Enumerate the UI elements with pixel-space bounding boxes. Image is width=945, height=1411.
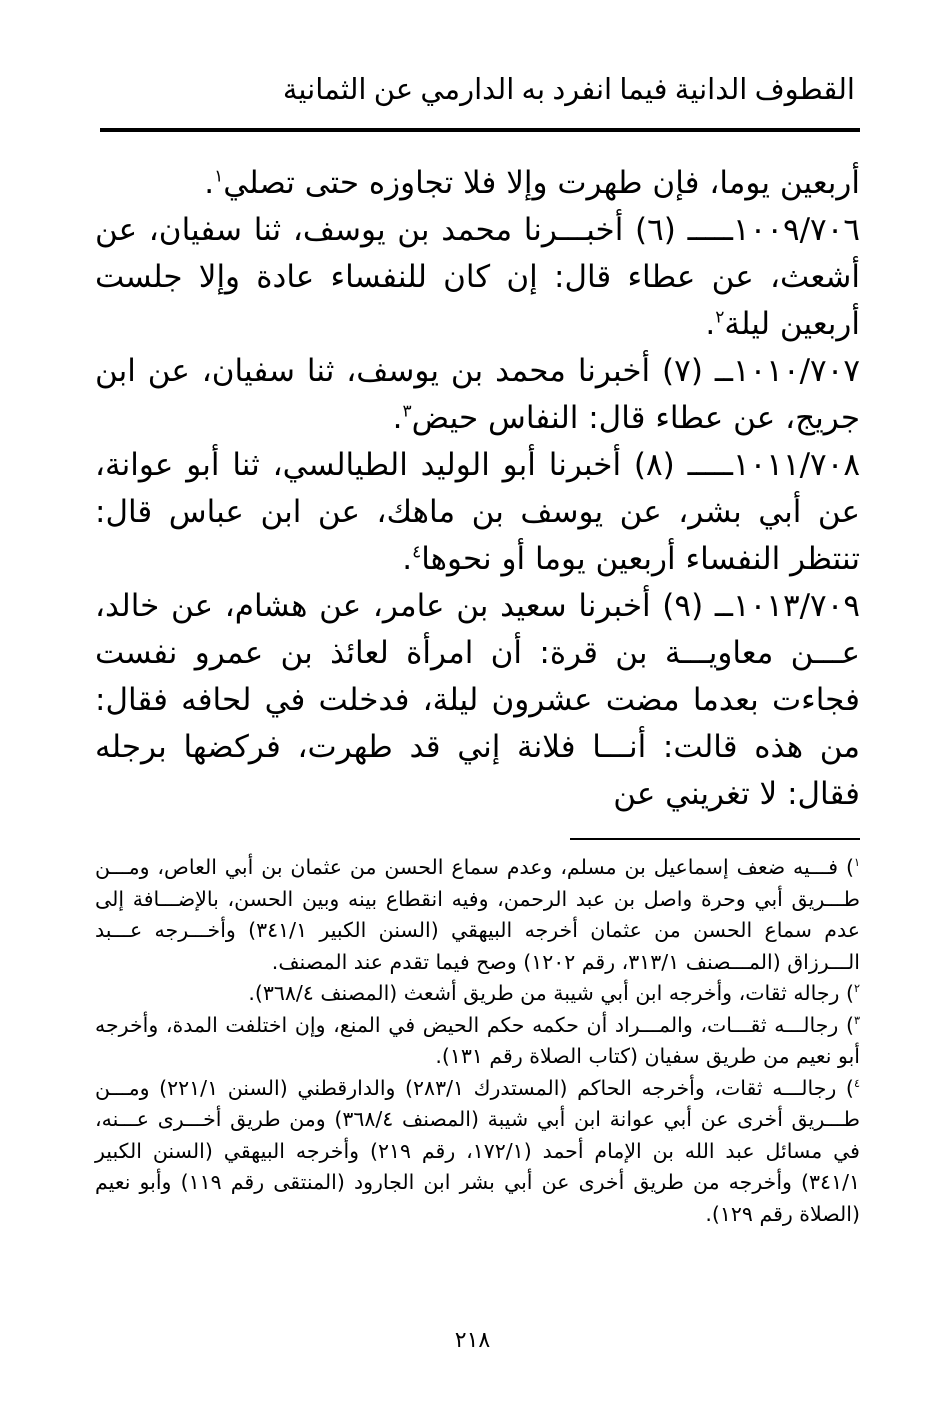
footnote-ref: ٤: [412, 542, 422, 563]
footnote: $^٤$) رجالـــه ثقات، وأخرجه الحاكم (المستدرك ٢٨٣/١) والدارقطني (السنن ٢٢١/١) ومـــن طـــريق أخرى عن أبي عوانة ابن أبي شيبة (المصنف ٣٦٨/٤) ومن طريق أخـــرى عـــنه، في مسائل عبد الله بن الإمام أحمد (١٧٢/١، رقم ٢١٩) وأخرجه البيهقي (السنن الكبير ٣٤١/١) وأخرجه من طريق أخرى عن أبي بشر ابن الجارود (المنتقى رقم ١١٩) وأبو نعيم (الصلاة رقم ١٢٩).: [95, 1075, 860, 1226]
page-number: ٢١٨: [454, 1328, 491, 1353]
footnote: $^٣$) رجالـــه ثقـــات، والمـــراد أن حكمه حكم الحيض في المنع، وإن اختلفت المدة، وأخرجه أبو نعيم من طريق سفيان (كتاب الصلاة رقم ١٣١).: [95, 1012, 861, 1068]
text-paragraph: أربعين يوما، فإن طهرت وإلا فلا تجاوزه حتى تصلي$^١$.: [204, 165, 860, 201]
header-divider: [100, 128, 860, 132]
footnote-ref: ٣: [402, 401, 412, 422]
footnote-ref: ٢: [715, 307, 725, 328]
hadith-paragraph: ١٠٠٩/٧٠٦ـــــ (٦) أخبـــرنا محمد بن يوسف، ثنا سفيان، عن أشعث، عن عطاء قال: إن كان للنفساء عادة وإلا جلست أربعين ليلة$^٢$.: [95, 212, 861, 342]
hadith-paragraph: ١٠١٠/٧٠٧ــ (٧) أخبرنا محمد بن يوسف، ثنا سفيان، عن ابن جريج، عن عطاء قال: النفاس حيض$^٣$.: [95, 353, 860, 436]
main-text-body: [95, 160, 860, 818]
footnote-number: ٣: [853, 1013, 861, 1027]
footnote: $^١$) فـــيه ضعف إسماعيل بن مسلم، وعدم سماع الحسن من عثمان بن أبي العاص، ومـــن طـــريق أبي وحرة واصل بن عبد الرحمن، وفيه انقطاع بينه وبين الحسن، بالإضـــافة إلى عدم سماع الحسن من عثمان أخرجه البيهقي (السنن الكبير ٣٤١/١) وأخـــرجه عـــبد الـــرزاق (المـــصنف ٣١٣/١، رقم ١٢٠٢) وصح فيما تقدم عند المصنف.: [95, 855, 861, 974]
footnote-number: ٢: [853, 982, 860, 996]
footnote-ref: ١: [214, 166, 224, 187]
footnote-number: ٤: [853, 1076, 860, 1090]
hadith-paragraph: ١٠١٣/٧٠٩ــ (٩) أخبرنا سعيد بن عامر، عن هشام، عن خالد، عـــن معاويـــة بن قرة: أن امرأة لعائذ بن عمرو نفست فجاءت بعدما مضت عشرون ليلة، فدخلت في لحافه فقال: من هذه قالت: أنـــا فلانة إني قد طهرت، فركضها برجله فقال: لا تغريني عن: [95, 588, 860, 812]
footnote: $^٢$) رجاله ثقات، وأخرجه ابن أبي شيبة من طريق أشعث (المصنف ٣٦٨/٤).: [248, 981, 860, 1005]
footnote-divider: [570, 838, 860, 840]
footnote-number: ١: [853, 856, 861, 870]
footnotes-section: [95, 852, 860, 1230]
running-header-title: القطوف الدانية فيما انفرد به الدارمي عن الثمانية: [282, 74, 855, 106]
hadith-paragraph: ١٠١١/٧٠٨ـــــ (٨) أخبرنا أبو الوليد الطيالسي، ثنا أبو عوانة، عن أبي بشر، عن يوسف بن ماهك، عن ابن عباس قال: تنتظر النفساء أربعين يوما أو نحوها$^٤$.: [95, 447, 861, 577]
